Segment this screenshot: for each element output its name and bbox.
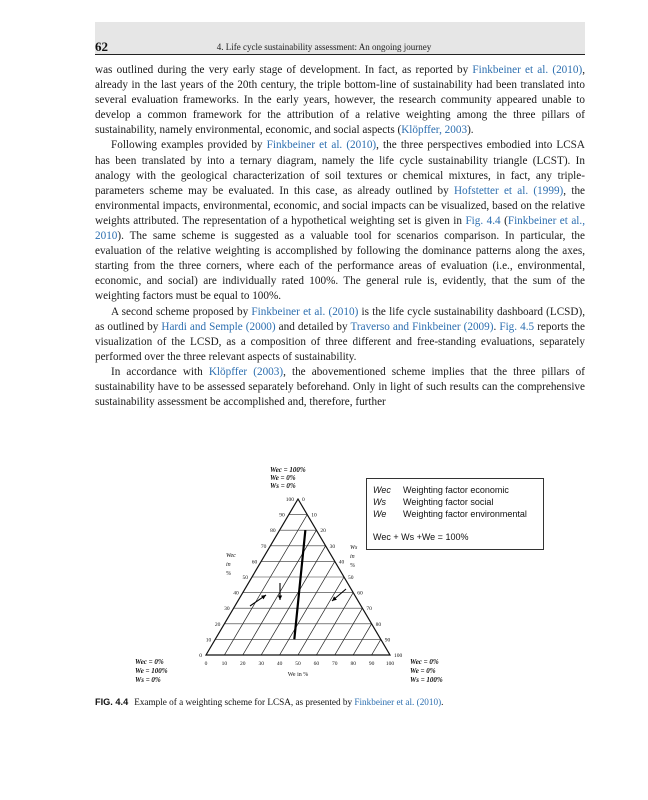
right-tick-label: 20 — [320, 528, 326, 535]
right-tick-label: 70 — [366, 606, 372, 613]
text-run: In accordance with — [111, 365, 209, 378]
legend-abbr: Wec — [373, 485, 391, 495]
caption-label: FIG. 4.4 — [95, 697, 129, 707]
arrow-head — [278, 595, 282, 600]
right-tick-label: 30 — [329, 543, 336, 550]
bottom-left-corner-label: Wec = 0% — [135, 658, 164, 666]
citation-link[interactable]: Klöpffer, 2003 — [401, 124, 468, 137]
paragraph-3 — [95, 305, 585, 365]
bottom-tick-label: 100 — [385, 661, 395, 667]
right-tick-label: 50 — [348, 575, 354, 581]
legend-abbr: We — [373, 509, 387, 519]
left-tick-label: 0 — [199, 653, 202, 659]
bottom-tick-label: 20 — [240, 661, 246, 667]
right-axis-title: % — [350, 563, 355, 569]
paragraph-1 — [95, 63, 585, 138]
text-run: . — [493, 320, 500, 333]
citation-link[interactable]: Fig. 4.5 — [499, 320, 535, 333]
bottom-right-corner-label: We = 0% — [410, 667, 436, 675]
bottom-tick-label: 0 — [204, 661, 208, 667]
citation-link[interactable]: Traverso and Finkbeiner (2009) — [350, 320, 494, 333]
left-tick-label: 100 — [285, 497, 294, 503]
left-tick-label: 40 — [233, 590, 239, 597]
right-tick-label: 100 — [394, 653, 403, 659]
bottom-tick-label: 70 — [332, 661, 338, 667]
citation-link[interactable]: Hardi and Semple (2000) — [161, 320, 276, 333]
caption-end: . — [441, 697, 444, 707]
legend-desc: Weighting factor social — [403, 497, 494, 507]
citation-link[interactable]: Finkbeiner et al. (2010) — [266, 139, 377, 152]
legend-abbr: Ws — [373, 497, 386, 507]
text-run: , the three perspectives embodied into LCSA has been translated by into a ternary diagram, namely the life cycle sustainability triangle (LCST). In analogy with the geological characterization of soil textures or chemical mixtures, in fact, any triple-parameters scheme may be evaluated. In this case, as already outlined by — [95, 139, 585, 197]
body-text — [95, 63, 585, 410]
citation-link[interactable]: Fig. 4.4 — [465, 214, 501, 227]
figure-caption — [95, 697, 585, 707]
right-tick-label: 60 — [357, 590, 363, 597]
left-tick-label: 10 — [205, 637, 212, 644]
bottom-axis-title: We in % — [287, 672, 309, 678]
left-tick-label: 60 — [251, 559, 258, 566]
text-run: and detailed by — [275, 320, 351, 333]
text-run: ). The same scheme is suggested as a valuable tool for scenarios comparison. In particular, the evaluation of the relative weighting is accomplished by following the dominance patterns along the axes, starting from the three corners, where each of the performance areas of evaluation (i.e., environmental, economic, and social) are individually rated 100%. The general rule is, evidently, that the sum of the weighting factors must be equal to 100%. — [95, 230, 585, 303]
text-run: A second scheme proposed by — [111, 305, 252, 318]
bottom-right-corner-label: Ws = 100% — [410, 676, 443, 684]
top-corner-label: Wec = 100% — [270, 466, 306, 474]
legend-row — [373, 485, 509, 495]
paragraph-4 — [95, 365, 585, 410]
citation-link[interactable]: Klöpffer (2003) — [208, 365, 284, 378]
left-tick-label: 20 — [214, 621, 221, 628]
arrow-head — [261, 595, 266, 599]
grid-line — [335, 608, 363, 655]
bottom-right-corner-label: Wec = 0% — [410, 658, 439, 666]
text-run: , the abovementioned scheme implies that the three pillars of sustainability have to be assessed separately beforehand. Only in light of such results can the comprehensive sustainability assessment be accomplished and, therefore, further — [95, 365, 585, 409]
bottom-tick-label: 80 — [350, 661, 356, 667]
text-run: Following examples provided by — [111, 139, 267, 152]
left-tick-label: 90 — [279, 512, 285, 519]
bottom-tick-label: 50 — [295, 661, 301, 667]
text-run: reports the visualization of the LCSD, as a composition of three different and free-standing evaluations, separately performed over the three relevant aspects of sustainability. — [95, 320, 585, 363]
left-axis-title: in — [226, 562, 231, 568]
text-run: ). — [467, 124, 474, 137]
citation-link[interactable]: Finkbeiner et al., 2010 — [95, 214, 585, 243]
weighting-path-line — [294, 530, 305, 639]
page-number: 62 — [95, 39, 108, 54]
bottom-left-corner-label: We = 100% — [135, 667, 168, 675]
text-run: was outlined during the very early stage of development. In fact, as reported by — [95, 64, 473, 76]
bottom-tick-label: 10 — [221, 661, 228, 667]
caption-text: Example of a weighting scheme for LCSA, as presented by — [134, 697, 355, 707]
bottom-tick-label: 60 — [313, 661, 320, 667]
bottom-left-corner-label: Ws = 0% — [135, 676, 161, 684]
left-tick-label: 80 — [270, 528, 276, 535]
grid-line — [372, 639, 381, 655]
text-run: , already in the last years of the 20th century, the triple bottom-line of sustainability had been translated into several evaluation frameworks. In the early years, however, the research community appeared unable to develop a common framework for the attribution of a relative weighting among the three pillars of sustainability, namely environmental, economic, and social aspects ( — [95, 64, 585, 137]
caption-cite: Finkbeiner et al. (2010) — [354, 697, 442, 707]
top-corner-label: We = 0% — [270, 474, 296, 482]
top-corner-label: Ws = 0% — [270, 482, 296, 490]
right-tick-label: 80 — [375, 621, 382, 628]
left-tick-label: 70 — [260, 543, 267, 550]
citation-link[interactable]: Hofstetter et al. (1999) — [453, 184, 564, 197]
citation-link[interactable]: Finkbeiner et al. (2010) — [472, 64, 583, 76]
legend-desc: Weighting factor environmental — [403, 509, 527, 519]
right-tick-label: 0 — [302, 497, 305, 503]
bottom-tick-label: 90 — [368, 661, 375, 667]
right-tick-label: 10 — [311, 512, 317, 519]
right-tick-label: 40 — [338, 559, 345, 566]
legend-row — [373, 509, 527, 519]
right-axis-title: Ws — [350, 545, 358, 551]
citation-link[interactable]: Finkbeiner et al. (2010) — [251, 305, 359, 318]
right-tick-label: 90 — [384, 637, 391, 644]
left-axis-title: % — [226, 571, 231, 577]
bottom-tick-label: 30 — [258, 661, 264, 667]
text-run: , the environmental impacts, environmental, economic, and social impacts can be visualized, based on the relative weights attributed. The representation of a hypothetical weighting set is given in — [95, 184, 585, 227]
running-head: 4. Life cycle sustainability assessment: An ongoing journey — [216, 42, 432, 52]
left-tick-label: 30 — [224, 606, 230, 613]
grid-line — [298, 577, 344, 655]
paragraph-2 — [95, 138, 585, 304]
left-tick-label: 50 — [242, 575, 248, 581]
legend-desc: Weighting factor economic — [403, 485, 509, 495]
legend-row — [373, 497, 493, 507]
left-axis-title: Wec — [226, 553, 236, 559]
right-axis-title: in — [350, 554, 355, 560]
text-run: is the life cycle sustainability dashboard (LCSD), as outlined by — [95, 305, 585, 333]
text-run: ( — [500, 214, 508, 227]
bottom-tick-label: 40 — [276, 661, 283, 667]
figure-legend — [366, 478, 544, 550]
legend-equation: Wec + Ws +We = 100% — [373, 532, 469, 542]
